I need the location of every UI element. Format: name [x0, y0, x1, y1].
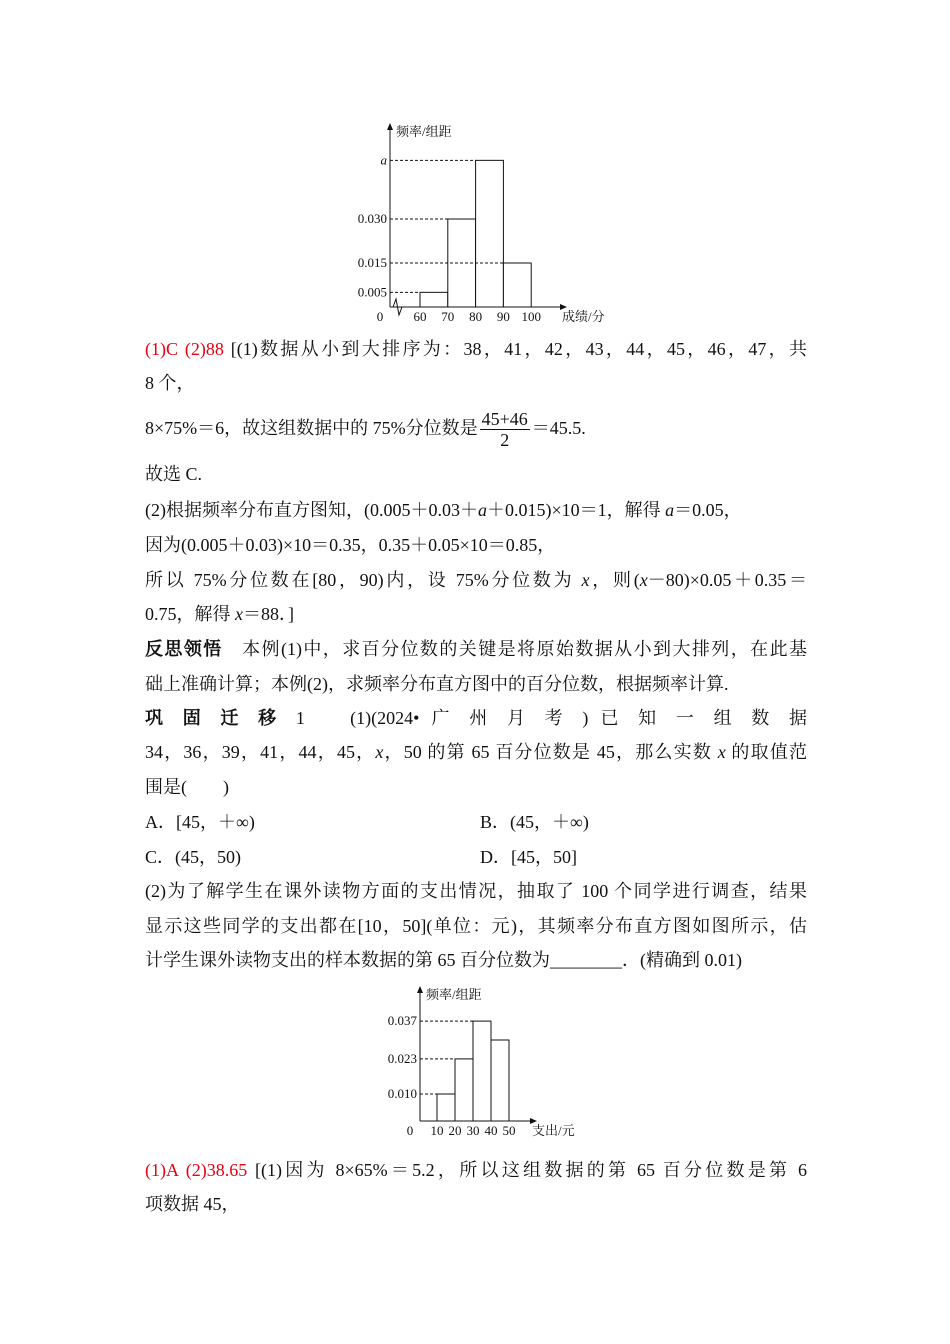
answer-1: (1)C [145, 339, 178, 359]
var: x [581, 570, 590, 590]
x-axis-label: 成绩/分 [562, 309, 605, 324]
x-axis-label: 支出/元 [532, 1123, 575, 1138]
text: －80)×0.05＋0.35＝ [647, 570, 807, 590]
heading: 反思领悟 [145, 639, 223, 659]
text: 8×75%＝6，故这组数据中的 75%分位数是 [145, 418, 478, 438]
text: 的取值范 [725, 742, 808, 762]
y-tick-label: 0.023 [387, 1050, 417, 1066]
text: 0.75，解得 [145, 604, 235, 624]
text: 1 (1)(2024• 广 州 月 考 ) 已 知 一 组 数 据 [295, 708, 808, 728]
text: [(1)数据从小到大排序为：38，41，42，43，44，45，46，47，共 [230, 339, 808, 359]
heading: 巩 固 迁 移 [145, 708, 284, 728]
options-row-1 [145, 811, 807, 833]
y-tick-label: a [380, 152, 387, 168]
answer-1: (1)A [145, 1160, 178, 1180]
var: x [235, 604, 243, 624]
x-tick-label: 60 [413, 309, 427, 324]
text-line [145, 569, 807, 591]
x-tick-label: 80 [469, 309, 483, 324]
answer-2: (2)38.65 [185, 1160, 248, 1180]
y-tick-label: 0.015 [357, 255, 387, 271]
histogram-bar [473, 1021, 491, 1121]
y-axis-label: 频率/组距 [396, 124, 452, 139]
text-line [145, 741, 807, 763]
text-line: 故选 C. [145, 464, 203, 484]
text-line: 8 个， [145, 373, 195, 393]
text-line: 计学生课外读物支出的样本数据的第 65 百分位数为________．(精确到 0.01) [145, 950, 742, 970]
y-tick-label: 0.030 [357, 211, 387, 227]
var: x [639, 570, 648, 590]
text-line: 项数据 45， [145, 1194, 240, 1214]
option-d: D．[45，50] [480, 847, 577, 867]
text-line: (2)为了解学生在课外读物方面的支出情况，抽取了 100 个同学进行调查，结果 [145, 881, 807, 901]
option-a: A．[45，＋∞) [145, 812, 255, 832]
answer-line-1 [145, 338, 807, 360]
x-tick-label: 100 [521, 309, 541, 324]
numerator: 45+46 [481, 409, 528, 430]
y-tick-label: 0.005 [357, 284, 387, 300]
y-tick-label: 0.037 [387, 1013, 417, 1029]
text-line: 础上准确计算；本例(2)，求频率分布直方图中的百分位数，根据频率计算. [145, 674, 729, 694]
y-axis-label: 频率/组距 [426, 987, 482, 1002]
text-line: 围是( ) [145, 777, 229, 797]
histogram-bar [491, 1040, 509, 1121]
text: 所以 75%分位数在[80，90)内，设 75%分位数为 [145, 570, 582, 590]
option-c: C．(45，50) [145, 847, 241, 867]
text-line [145, 603, 807, 625]
text-line: 因为(0.005＋0.03)×10＝0.35，0.35＋0.05×10＝0.85， [145, 535, 556, 555]
var: x [717, 742, 726, 762]
var: a [665, 500, 675, 520]
var: x [375, 742, 384, 762]
histogram-bar [455, 1059, 473, 1121]
text: ＝45.5. [531, 418, 586, 438]
text-line [145, 499, 807, 521]
reflection-line [145, 638, 807, 660]
y-tick-label: 0.010 [387, 1086, 417, 1101]
y-axis-arrow [417, 986, 423, 993]
text-line: 显示这些同学的支出都在[10，50](单位：元)，其频率分布直方图如图所示，估 [145, 916, 807, 936]
x-tick-label: 70 [441, 309, 455, 324]
fraction [480, 409, 530, 450]
origin-label: 0 [376, 309, 384, 324]
denominator: 2 [500, 430, 510, 451]
x-tick-label: 50 [502, 1123, 516, 1138]
x-tick-label: 10 [430, 1123, 444, 1138]
text: [(1)因为 8×65%＝5.2，所以这组数据的第 65 百分位数是第 6 [255, 1160, 808, 1180]
histogram-bar [437, 1094, 455, 1121]
text: ＋0.015)×10＝1，解得 [486, 500, 666, 520]
x-tick-label: 90 [496, 309, 510, 324]
x-tick-label: 30 [466, 1123, 480, 1138]
var: a [477, 500, 487, 520]
text: 本例(1)中，求百分位数的关键是将原始数据从小到大排列，在此基 [222, 639, 807, 659]
text: ，50 的第 65 百分位数是 45，那么实数 [383, 742, 718, 762]
answer-2: (2)88 [184, 339, 224, 359]
origin-label: 0 [406, 1123, 414, 1138]
text: ，则( [589, 570, 640, 590]
x-tick-label: 20 [448, 1123, 462, 1138]
option-b: B．(45，＋∞) [480, 812, 589, 832]
answer-line-2 [145, 1159, 807, 1181]
options-row-2 [145, 846, 807, 868]
text-line-fraction [145, 406, 807, 450]
text: ＝0.05， [674, 500, 742, 520]
x-tick-label: 40 [484, 1123, 498, 1138]
exercise-heading [145, 707, 807, 729]
text: ＝88．] [243, 604, 294, 624]
text: 34，36，39，41，44，45， [145, 742, 376, 762]
text: (2)根据频率分布直方图知，(0.005＋0.03＋ [145, 500, 478, 520]
